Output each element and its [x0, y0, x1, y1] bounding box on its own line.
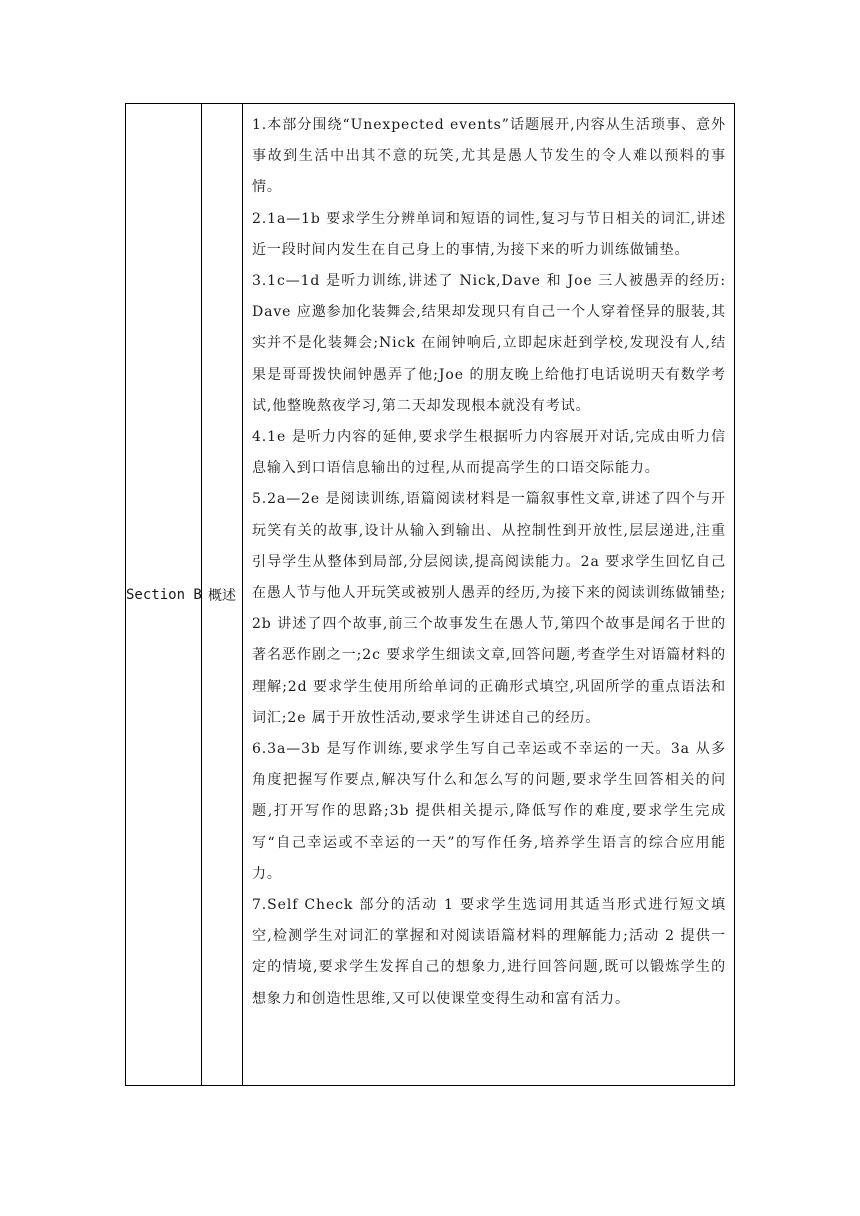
paragraph-6: 6.3a—3b 是写作训练,要求学生写自己幸运或不幸运的一天。3a 从多角度把握写作要点,解决写什么和怎么写的问题,要求学生回答相关的问题,打开写作的思路;3b 提供相关提示,降低写作的难度,要求学生完成写“自己幸运或不幸运的一天”的写作任务,培养学生语言的综合应用能力。	[252, 741, 726, 882]
paragraph-2: 2.1a—1b 要求学生分辨单词和短语的词性,复习与节日相关的词汇,讲述近一段时间内发生在自己身上的事情,为接下来的听力训练做铺垫。	[252, 210, 726, 258]
paragraph-4: 4.1e 是听力内容的延伸,要求学生根据听力内容展开对话,完成由听力信息输入到口语信息输出的过程,从而提高学生的口语交际能力。	[252, 429, 726, 477]
table-row	[126, 104, 735, 1086]
paragraph-7: 7.Self Check 部分的活动 1 要求学生选词用其适当形式进行短文填空,检测学生对词汇的掌握和对阅读语篇材料的理解能力;活动 2 提供一定的情境,要求学生发挥自己的想象力,进行回答问题,既可以锻炼学生的想象力和创造性思维,又可以使课堂变得生动和富有活力。	[252, 897, 726, 1007]
content-cell	[243, 104, 735, 1086]
content-table	[125, 103, 735, 1086]
paragraph-1: 1.本部分围绕“Unexpected events”话题展开,内容从生活琐事、意外事故到生活中出其不意的玩笑,尤其是愚人节发生的令人难以预料的事情。	[252, 117, 726, 196]
paragraph-5: 5.2a—2e 是阅读训练,语篇阅读材料是一篇叙事性文章,讲述了四个与开玩笑有关的故事,设计从输入到输出、从控制性到开放性,层层递进,注重引导学生从整体到局部,分层阅读,提高阅读能力。2a 要求学生回忆自己在愚人节与他人开玩笑或被别人愚弄的经历,为接下来的阅读训练做铺垫;2b 讲述了四个故事,前三个故事发生在愚人节,第四个故事是闻名于世的著名恶作剧之一;2c 要求学生细读文章,回答问题,考查学生对语篇材料的理解;2d 要求学生使用所给单词的正确形式填空,巩固所学的重点语法和词汇;2e 属于开放性活动,要求学生讲述自己的经历。	[252, 491, 726, 726]
section-cell: Section B	[126, 104, 202, 1086]
type-cell: 概述	[202, 104, 243, 1086]
paragraph-3: 3.1c—1d 是听力训练,讲述了 Nick,Dave 和 Joe 三人被愚弄的经历:Dave 应邀参加化装舞会,结果却发现只有自己一个人穿着怪异的服装,其实并不是化装舞会;Nick 在闹钟响后,立即起床赶到学校,发现没有人,结果是哥哥拨快闹钟愚弄了他;Joe 的朋友晚上给他打电话说明天有数学考试,他整晚熬夜学习,第二天却发现根本就没有考试。	[252, 273, 726, 414]
